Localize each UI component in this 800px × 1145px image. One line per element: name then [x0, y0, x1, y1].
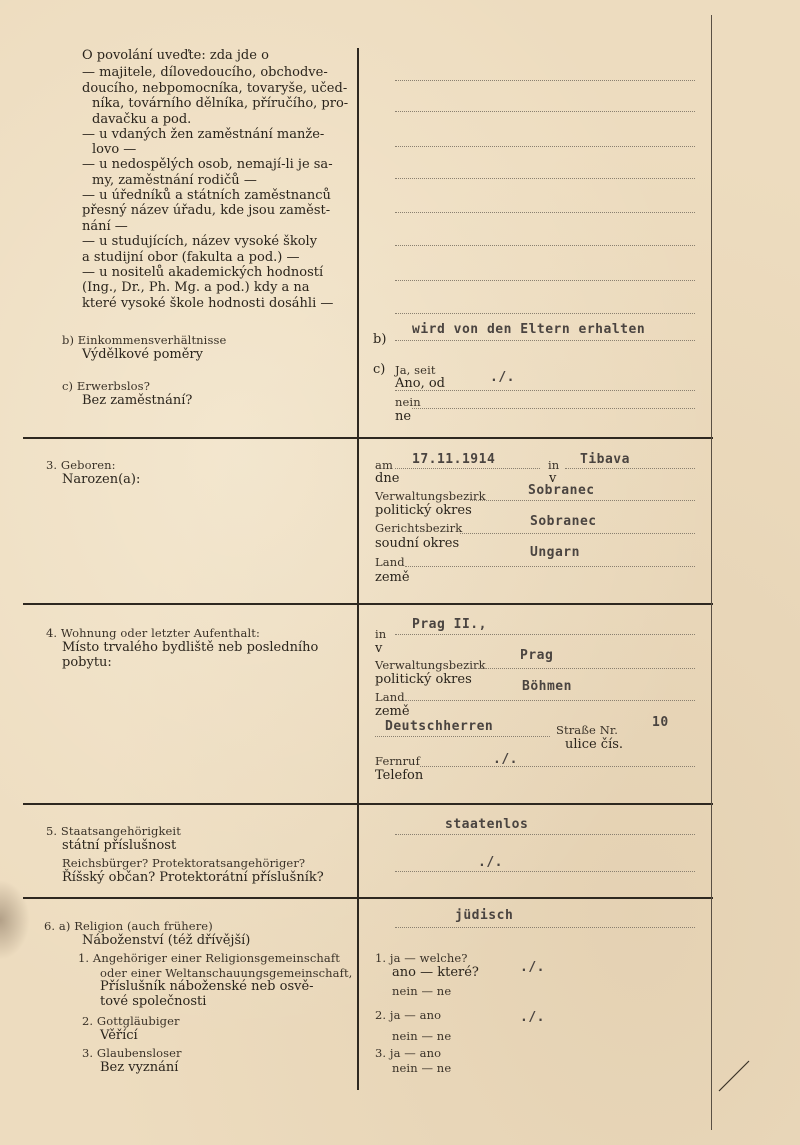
dotted-line	[375, 736, 550, 737]
answer-b-marker: b)	[373, 332, 387, 347]
dotted-line	[395, 245, 695, 246]
residence-country-german: Land	[375, 690, 405, 704]
born-on-german: am	[375, 458, 393, 472]
religion-q2-german: 2. Gottgläubiger	[82, 1014, 180, 1028]
instruction-line: lovo —	[92, 142, 137, 157]
typed-income-answer: wird von den Eltern erhalten	[412, 322, 646, 337]
label-unemployed-german: c) Erwerbslos?	[62, 379, 150, 393]
dotted-line	[395, 313, 695, 314]
born-in-german: in	[548, 458, 560, 472]
option-yes: Ano, od	[395, 376, 446, 391]
typed-residence-country: Böhmen	[522, 679, 572, 694]
religion-q3: Bez vyznání	[100, 1060, 179, 1075]
instruction-line: — u nositelů akademických hodností	[82, 265, 324, 280]
row-divider	[23, 803, 713, 805]
typed-citizenship: staatenlos	[445, 817, 529, 832]
typed-house-number: 10	[652, 715, 669, 730]
instruction-line: nání —	[82, 219, 128, 234]
typed-religion-a1: ./.	[520, 960, 545, 975]
instruction-line: (Ing., Dr., Ph. Mg. a pod.) kdy a na	[82, 280, 310, 295]
dotted-line	[395, 871, 695, 872]
religion-a1: ano — které?	[392, 965, 479, 980]
instruction-line: davačku a pod.	[92, 112, 192, 127]
residence-district-german: Verwaltungsbezirk	[375, 658, 486, 672]
religion-q2: Věřící	[100, 1028, 138, 1043]
typed-religion: jüdisch	[455, 908, 514, 923]
dotted-line	[395, 468, 540, 469]
dotted-line	[395, 927, 695, 928]
label-unemployed: Bez zaměstnání?	[82, 393, 193, 408]
label-citizen-question: Říšský občan? Protektorátní příslušník?	[62, 870, 324, 885]
label-income: Výdělkové poměry	[82, 347, 203, 362]
district-german: Verwaltungsbezirk	[375, 489, 486, 503]
label-income-german: b) Einkommensverhältnisse	[62, 333, 227, 347]
label-born-german: 3. Geboren:	[46, 458, 116, 472]
dotted-line	[405, 700, 695, 701]
religion-q1-cont: tové společnosti	[100, 994, 207, 1009]
religion-q1-german-cont: oder einer Weltanschauungsgemeinschaft,	[100, 966, 353, 980]
option-no: ne	[395, 409, 412, 424]
typed-unemployed-answer: ./.	[490, 370, 515, 385]
dotted-line	[405, 566, 695, 567]
telephone-german: Fernruf	[375, 754, 420, 768]
instruction-line: — u úředníků a státních zaměstnanců	[82, 188, 331, 203]
street-number: ulice čís.	[565, 737, 624, 752]
typed-religion-a2: ./.	[520, 1010, 545, 1025]
court-district-german: Gerichtsbezirk	[375, 521, 463, 535]
row-divider	[23, 897, 713, 899]
page-right-border	[711, 15, 712, 1130]
born-in: v	[549, 471, 557, 486]
instruction-line: — u nedospělých osob, nemají-li je sa-	[82, 157, 333, 172]
district: politický okres	[375, 503, 472, 518]
label-religion: Náboženství (též dřívější)	[82, 933, 251, 948]
religion-a1-no-german: nein — ne	[392, 984, 452, 998]
residence-in-german: in	[375, 627, 387, 641]
religion-q1-german: 1. Angehöriger einer Religionsgemeinschaft	[78, 951, 340, 965]
label-residence: Místo trvalého bydliště neb posledního	[62, 640, 319, 655]
instruction-line: my, zaměstnání rodičů —	[92, 173, 257, 188]
born-on: dne	[375, 471, 400, 486]
instruction-line: O povolání uveďte: zda jde o	[82, 48, 269, 63]
label-citizenship: státní příslušnost	[62, 838, 177, 853]
dotted-line	[412, 408, 695, 409]
religion-a2-no-german: nein — ne	[392, 1029, 452, 1043]
dotted-line	[395, 178, 695, 179]
label-residence-german: 4. Wohnung oder letzter Aufenthalt:	[46, 626, 260, 640]
instruction-line: které vysoké škole hodnosti dosáhli —	[82, 296, 334, 311]
label-born: Narozen(a):	[62, 472, 141, 487]
dotted-line	[565, 468, 695, 469]
religion-q1: Příslušník náboženské neb osvě-	[100, 979, 314, 994]
telephone: Telefon	[375, 768, 424, 783]
dotted-line	[395, 834, 695, 835]
typed-birth-place: Tibava	[580, 452, 630, 467]
religion-a1-german: 1. ja — welche?	[375, 951, 468, 965]
religion-a3-no-german: nein — ne	[392, 1061, 452, 1075]
dotted-line	[395, 212, 695, 213]
dotted-line	[395, 390, 695, 391]
court-district: soudní okres	[375, 536, 460, 551]
typed-birth-date: 17.11.1914	[412, 452, 496, 467]
country-german: Land	[375, 555, 405, 569]
label-citizenship-german: 5. Staatsangehörigkeit	[46, 824, 181, 838]
dotted-line	[395, 80, 695, 81]
instruction-line: — u vdaných žen zaměstnání manže-	[82, 127, 325, 142]
dotted-line	[395, 146, 695, 147]
dotted-line	[420, 766, 695, 767]
street-number-german: Straße Nr.	[556, 723, 618, 737]
typed-residence-place: Prag II.,	[412, 617, 487, 632]
religion-a3-german: 3. ja — ano	[375, 1046, 442, 1060]
answer-c-marker: c)	[373, 362, 386, 377]
dotted-line	[460, 533, 695, 534]
country: země	[375, 570, 410, 585]
row-divider	[23, 603, 713, 605]
typed-residence-district: Prag	[520, 648, 554, 663]
religion-q3-german: 3. Glaubensloser	[82, 1046, 182, 1060]
dotted-line	[470, 500, 695, 501]
dotted-line	[395, 634, 695, 635]
residence-in: v	[375, 641, 383, 656]
option-yes-german: Ja, seit	[395, 363, 436, 377]
instruction-line: — majitele, dílovedoucího, obchodve-	[82, 65, 328, 80]
religion-a2-german: 2. ja — ano	[375, 1008, 442, 1022]
column-divider	[357, 48, 359, 1090]
pencil-mark-icon	[715, 1055, 755, 1095]
dotted-line	[395, 280, 695, 281]
residence-district: politický okres	[375, 672, 472, 687]
instruction-line: — u studujících, název vysoké školy	[82, 234, 318, 249]
typed-birth-court-district: Sobranec	[530, 514, 597, 529]
label-residence-cont: pobytu:	[62, 655, 112, 670]
residence-country: země	[375, 704, 410, 719]
instruction-line: a studijní obor (fakulta a pod.) —	[82, 250, 300, 265]
label-religion-german: 6. a) Religion (auch frühere)	[44, 919, 213, 933]
dotted-line	[470, 668, 695, 669]
instruction-line: doucího, nebpomocníka, tovaryše, učed-	[82, 81, 348, 96]
typed-birth-country: Ungarn	[530, 545, 580, 560]
instruction-line: níka, továrního dělníka, příručího, pro-	[92, 96, 349, 111]
typed-street: Deutschherren	[385, 719, 494, 734]
dotted-line	[395, 340, 695, 341]
label-citizen-question-german: Reichsbürger? Protektoratsangehöriger?	[62, 856, 306, 870]
option-no-german: nein	[395, 395, 421, 409]
typed-citizen-answer: ./.	[478, 855, 503, 870]
dotted-line	[395, 111, 695, 112]
instruction-line: přesný název úřadu, kde jsou zaměst-	[82, 203, 331, 218]
page-edge-stain	[0, 880, 30, 960]
typed-birth-district: Sobranec	[528, 483, 595, 498]
row-divider	[23, 437, 713, 439]
typed-telephone: ./.	[493, 752, 518, 767]
